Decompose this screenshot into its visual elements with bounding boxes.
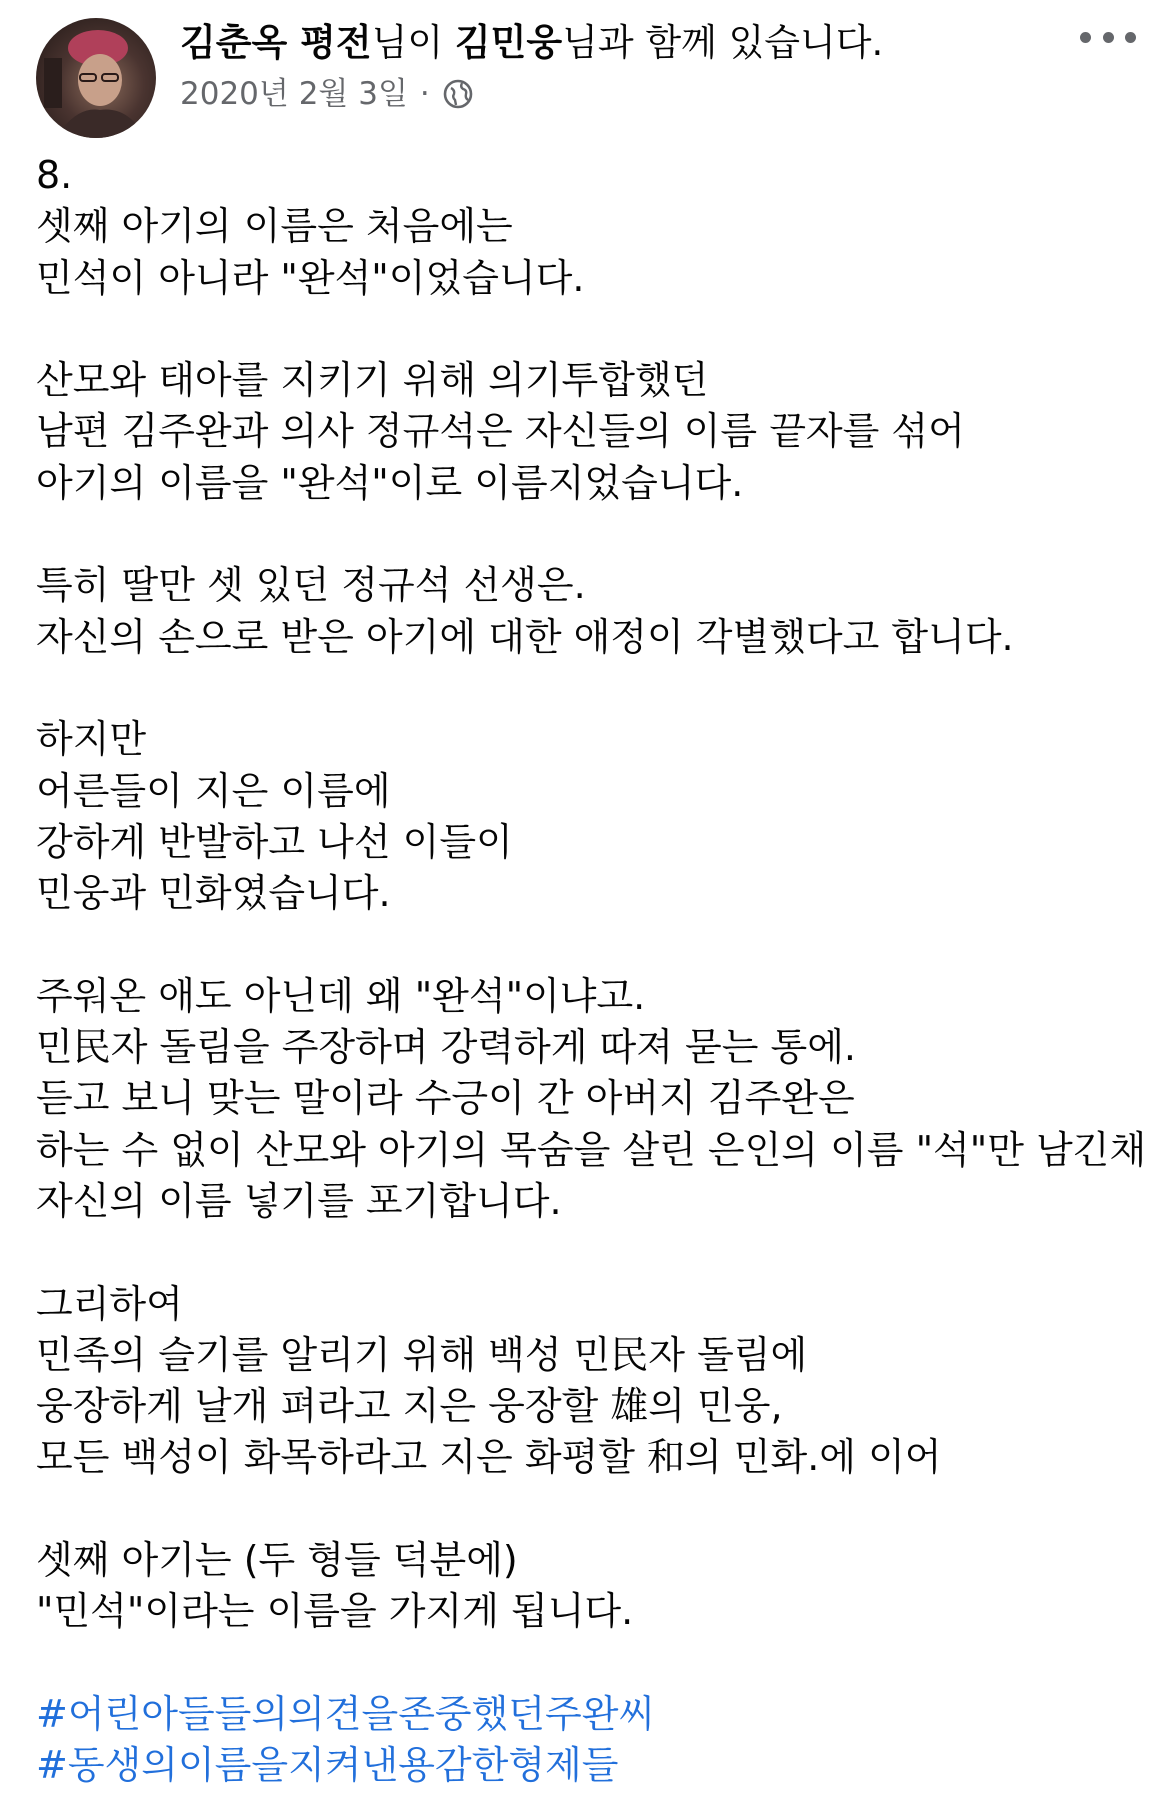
- text-line: 아기의 이름을 "완석"이로 이름지었습니다.: [36, 460, 744, 505]
- author-line: [180, 20, 883, 66]
- text-line: 웅장하게 날개 펴라고 지은 웅장할 雄의 민웅,: [36, 1384, 783, 1429]
- text-line: 주워온 애도 아닌데 왜 "완석"이냐고.: [36, 973, 646, 1018]
- text-line: 남편 김주완과 의사 정규석은 자신들의 이름 끝자를 섞어: [36, 409, 965, 454]
- text-line: 민웅과 민화였습니다.: [36, 871, 391, 916]
- text-line: 듣고 보니 맞는 말이라 수긍이 간 아버지 김주완은: [36, 1076, 855, 1121]
- blank-line: [36, 663, 1146, 714]
- blank-line: [36, 509, 1146, 560]
- text-line: 8.: [36, 153, 73, 197]
- text-line: "민석"이라는 이름을 가지게 됩니다.: [36, 1589, 634, 1634]
- blank-line: [36, 1227, 1146, 1278]
- text-line: 자신의 이름 넣기를 포기합니다.: [36, 1178, 562, 1223]
- avatar[interactable]: [36, 18, 156, 138]
- text-line: 민족의 슬기를 알리기 위해 백성 민民자 돌림에: [36, 1332, 808, 1377]
- post-date[interactable]: 2020년 2월 3일: [180, 76, 408, 112]
- connector-text: 님이: [371, 21, 455, 64]
- text-line: 모든 백성이 화목하라고 지은 화평할 和의 민화.에 이어: [36, 1435, 942, 1480]
- text-line: 셋째 아기는 (두 형들 덕분에): [36, 1538, 518, 1583]
- text-line: 산모와 태아를 지키기 위해 의기투합했던: [36, 358, 709, 403]
- hashtag-link[interactable]: #동생의이름을지켜낸용감한형제들: [36, 1743, 619, 1788]
- blank-line: [36, 304, 1146, 355]
- text-line: 강하게 반발하고 나선 이들이: [36, 819, 513, 864]
- post-meta: [180, 74, 474, 114]
- tagged-person[interactable]: 김민웅: [454, 21, 563, 64]
- more-options-icon[interactable]: [1080, 22, 1136, 52]
- text-line: 그리하여: [36, 1281, 183, 1326]
- text-line: 하지만: [36, 717, 147, 762]
- blank-line: [36, 1638, 1146, 1689]
- blank-line: [36, 919, 1146, 970]
- text-line: 하는 수 없이 산모와 아기의 목숨을 살린 은인의 이름 "석"만 남긴채: [36, 1127, 1147, 1172]
- text-line: 어른들이 지은 이름에: [36, 768, 391, 813]
- separator-dot: ·: [419, 76, 430, 112]
- text-line: 민석이 아니라 "완석"이었습니다.: [36, 255, 585, 300]
- text-line: 특히 딸만 셋 있던 정규석 선생은.: [36, 563, 586, 608]
- globe-icon: [442, 78, 474, 110]
- connector-text-2: 님과 함께 있습니다.: [562, 21, 884, 64]
- text-line: 셋째 아기의 이름은 처음에는: [36, 204, 513, 249]
- hashtag-link[interactable]: #어린아들들의의견을존중했던주완씨: [36, 1691, 656, 1736]
- hashtag-list: [36, 1689, 1146, 1792]
- text-line: 민民자 돌림을 주장하며 강력하게 따져 묻는 통에.: [36, 1025, 857, 1070]
- post-body: [36, 150, 1146, 1792]
- author-name[interactable]: 김춘옥 평전: [180, 21, 372, 64]
- post-text: [36, 150, 1146, 1689]
- blank-line: [36, 1484, 1146, 1535]
- post-header: [0, 0, 1170, 150]
- text-line: 자신의 손으로 받은 아기에 대한 애정이 각별했다고 합니다.: [36, 614, 1014, 659]
